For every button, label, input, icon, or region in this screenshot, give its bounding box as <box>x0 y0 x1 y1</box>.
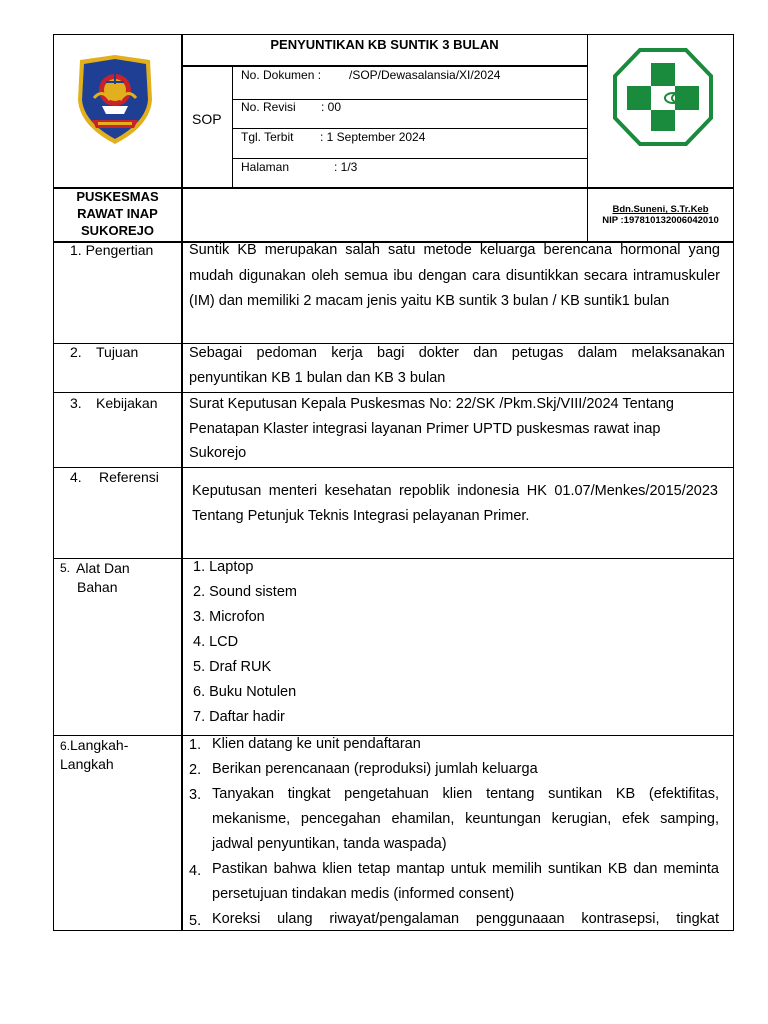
step-number: 5. <box>189 913 202 929</box>
section-label-referensi-num: 4. <box>70 469 82 485</box>
section-label-referensi: Referensi <box>99 469 159 485</box>
signer-nip: NIP :197810132006042010 <box>602 215 719 226</box>
document-title: PENYUNTIKAN KB SUNTIK 3 BULAN <box>270 37 499 52</box>
issue-date-value: : 1 September 2024 <box>320 130 426 144</box>
step-text: Klien datang ke unit pendaftaran <box>212 736 421 752</box>
organization-name <box>54 188 181 239</box>
puskesmas-logo-icon <box>613 48 713 146</box>
step-number: 2. <box>189 762 202 778</box>
signature-block <box>588 204 733 226</box>
sop-label: SOP <box>192 111 222 127</box>
section-label-pengertian: 1. Pengertian <box>70 242 154 258</box>
list-item: 2. Sound sistem <box>193 584 297 600</box>
list-item: 6. Buku Notulen <box>193 684 297 700</box>
list-item: 4. LCD <box>193 634 239 650</box>
page-label: Halaman <box>241 160 290 174</box>
section-label-kebijakan-num: 3. <box>70 395 82 411</box>
section-label-tujuan: Tujuan <box>96 344 139 360</box>
revision-value: : 00 <box>321 100 342 114</box>
materials-list <box>193 555 297 730</box>
section-label-kebijakan: Kebijakan <box>96 395 158 411</box>
list-item: 1. Laptop <box>193 559 254 575</box>
organization-line: SUKOREJO <box>81 223 154 238</box>
step-number: 4. <box>189 863 202 879</box>
step-number: 3. <box>189 787 202 803</box>
revision-label: No. Revisi <box>241 100 296 114</box>
step-text: Berikan perencanaan (reproduksi) jumlah keluarga <box>212 761 538 777</box>
regional-emblem-icon <box>72 54 158 146</box>
issue-date-label: Tgl. Terbit <box>241 130 294 144</box>
organization-line: PUSKESMAS <box>76 189 159 204</box>
section-text-referensi: Keputusan menteri kesehatan repoblik indonesia HK 01.07/Menkes/2015/2023 Tentang Petunjuk Teknis Integrasi pelayanan Primer. <box>192 483 718 524</box>
section-label-alat: Alat Dan <box>76 560 130 576</box>
step-text: Pastikan bahwa klien tetap mantap untuk memilih suntikan KB dan meminta persetujuan tindakan medis (informed consent) <box>212 861 719 902</box>
doc-number-value: /SOP/Dewasalansia/XI/2024 <box>349 68 501 82</box>
doc-number-label: No. Dokumen : <box>241 68 322 82</box>
list-item: 7. Daftar hadir <box>193 709 285 725</box>
signer-name: Bdn.Suneni, S.Tr.Keb <box>612 204 709 215</box>
step-text: Tanyakan tingkat pengetahuan klien tentang suntikan KB (efektifitas, mekanisme, pencegahan ehamilan, keuntungan kerugian, efek samping, jadwal penyuntikan, tanda waspada) <box>212 786 719 852</box>
list-item: 5. Draf RUK <box>193 659 272 675</box>
section-text-kebijakan: Surat Keputusan Kepala Puskesmas No: 22/SK /Pkm.Skj/VIII/2024 Tentang Penatapan Klaster integrasi layanan Primer UPTD puskesmas rawat inap Sukorejo <box>189 396 674 461</box>
section-label-alat-num: 5. <box>60 561 71 575</box>
step-number: 1. <box>189 737 202 753</box>
section-label-alat-line2: Bahan <box>77 579 118 595</box>
section-label-tujuan-num: 2. <box>70 344 82 360</box>
section-text-tujuan: Sebagai pedoman kerja bagi dokter dan petugas dalam melaksanakan penyuntikan KB 1 bulan dan KB 3 bulan <box>189 345 725 386</box>
page-value: : 1/3 <box>334 160 358 174</box>
section-label-langkah-line2: Langkah <box>60 756 114 772</box>
section-label-langkah: Langkah- <box>70 737 129 753</box>
section-label-langkah-num: 6. <box>60 739 71 753</box>
list-item: 3. Microfon <box>193 609 265 625</box>
step-text: Koreksi ulang riwayat/pengalaman penggunaaan kontrasepsi, tingkat <box>212 911 719 927</box>
organization-line: RAWAT INAP <box>77 206 158 221</box>
section-text-pengertian: Suntik KB merupakan salah satu metode keluarga berencana hormonal yang mudah digunakan oleh semua ibu dengan cara disuntikkan secara intramuskuler (IM) dan memiliki 2 macam jenis yaitu KB suntik 3 bulan / KB suntik1 bulan <box>189 242 720 309</box>
